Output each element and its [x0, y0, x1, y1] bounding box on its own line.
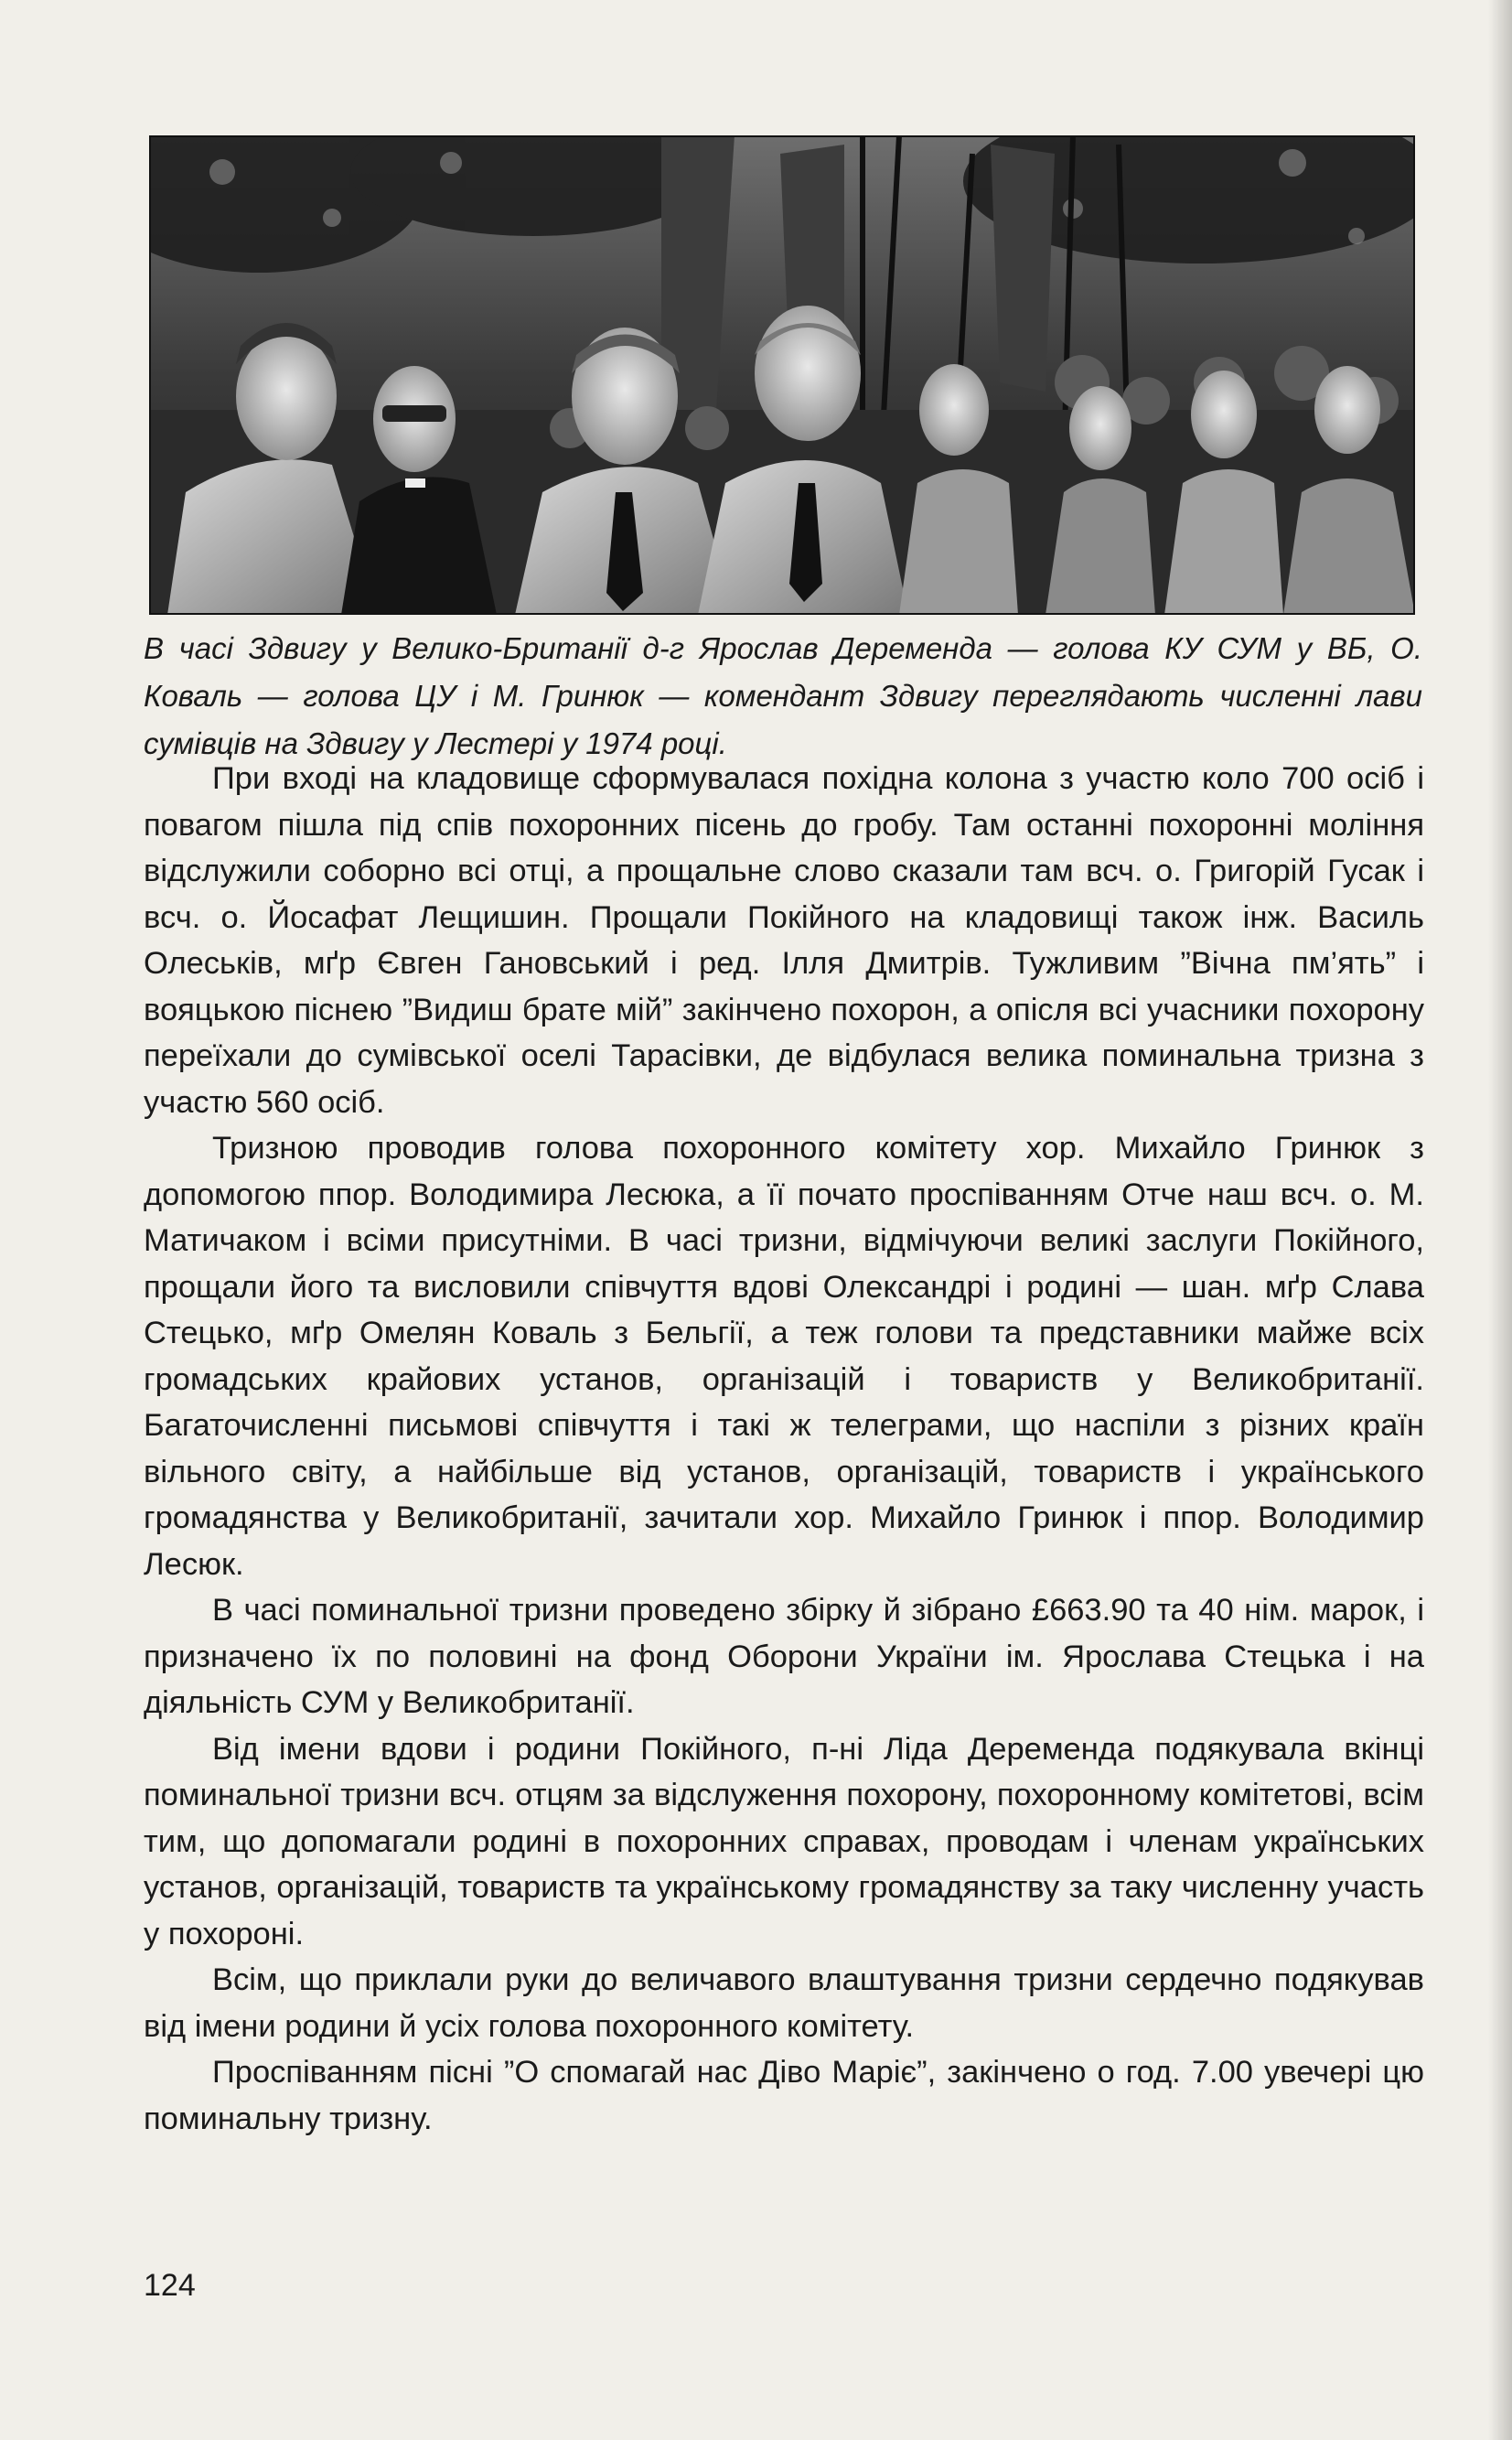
photo-caption: В часі Здвигу у Велико-Британії д-г Ярослав Деременда — голова КУ СУМ у ВБ, О. Коваль — голова ЦУ і М. Гринюк — комендант Здвигу переглядають численні лави сумівців на Здвигу у Лестері у 1974 році.: [144, 631, 1422, 760]
paragraph: Всім, що приклали руки до величавого влаштування тризни сердечно подякував від імени родини й усіх голова похоронного комітету.: [144, 1962, 1424, 2044]
article-body: [144, 756, 1424, 2142]
paragraph: В часі поминальної тризни проведено збірку й зібрано £663.90 та 40 нім. марок, і призначено їх по половині на фонд Оборони України ім. Ярослава Стецька і на діяльність СУМ у Великобританії.: [144, 1593, 1424, 1720]
paragraph: При вході на кладовище сформувалася похідна колона з участю коло 700 осіб і повагом пішла під спів похоронних пісень до гробу. Там останні похоронні моління відслужили соборно всі отці, а прощальне слово сказали там всч. о. Григорій Гусак і всч. о. Йосафат Лещишин. Прощали Покійного на кладовищі також інж. Василь Олеськів, мґр Євген Гановський і ред. Ілля Дмитрів. Тужливим ”Вічна пм’ять” і вояцькою піснею ”Видиш брате мій” закінчено похорон, а опісля всі учасники похорону переїхали до сумівської оселі Тарасівки, де відбулася велика поминальна тризна з участю 560 осіб.: [144, 761, 1424, 1120]
paragraph: Від імени вдови і родини Покійного, п-ні Ліда Деременда подякувала вкінці поминальної тризни всч. отцям за відслуження похорону, похоронному комітетові, всім тим, що допомагали родині в похоронних справах, проводам і членам українських установ, організацій, товариств та українському громадянству за таку численну участь у похороні.: [144, 1731, 1424, 1951]
paragraph: Проспіванням пісні ”О спомагай нас Діво Маріє”, закінчено о год. 7.00 увечері цю поминальну тризну.: [144, 2055, 1424, 2136]
page-edge-shadow: [1488, 0, 1512, 2440]
paragraph: Тризною проводив голова похоронного комітету хор. Михайло Гринюк з допомогою ппор. Володимира Лесюка, а її почато проспіванням Отче наш всч. о. М. Матичаком і всіми присутніми. В часі тризни, відмічуючи великі заслуги Покійного, прощали його та висловили співчуття вдові Олександрі і родині — шан. мґр Слава Стецько, мґр Омелян Коваль з Бельгії, а теж голови та представники майже всіх громадських крайових установ, організацій і товариств у Великобританії. Багаточисленні письмові співчуття і такі ж телеграми, що наспіли з різних країн вільного світу, а найбільше від установ, організацій, товариств і українського громадянства у Великобританії, зачитали хор. Михайло Гринюк і ппор. Володимир Лесюк.: [144, 1131, 1424, 1582]
photo-image: [149, 135, 1415, 615]
photograph: [149, 135, 1415, 615]
page-number: 124: [144, 2268, 196, 2303]
